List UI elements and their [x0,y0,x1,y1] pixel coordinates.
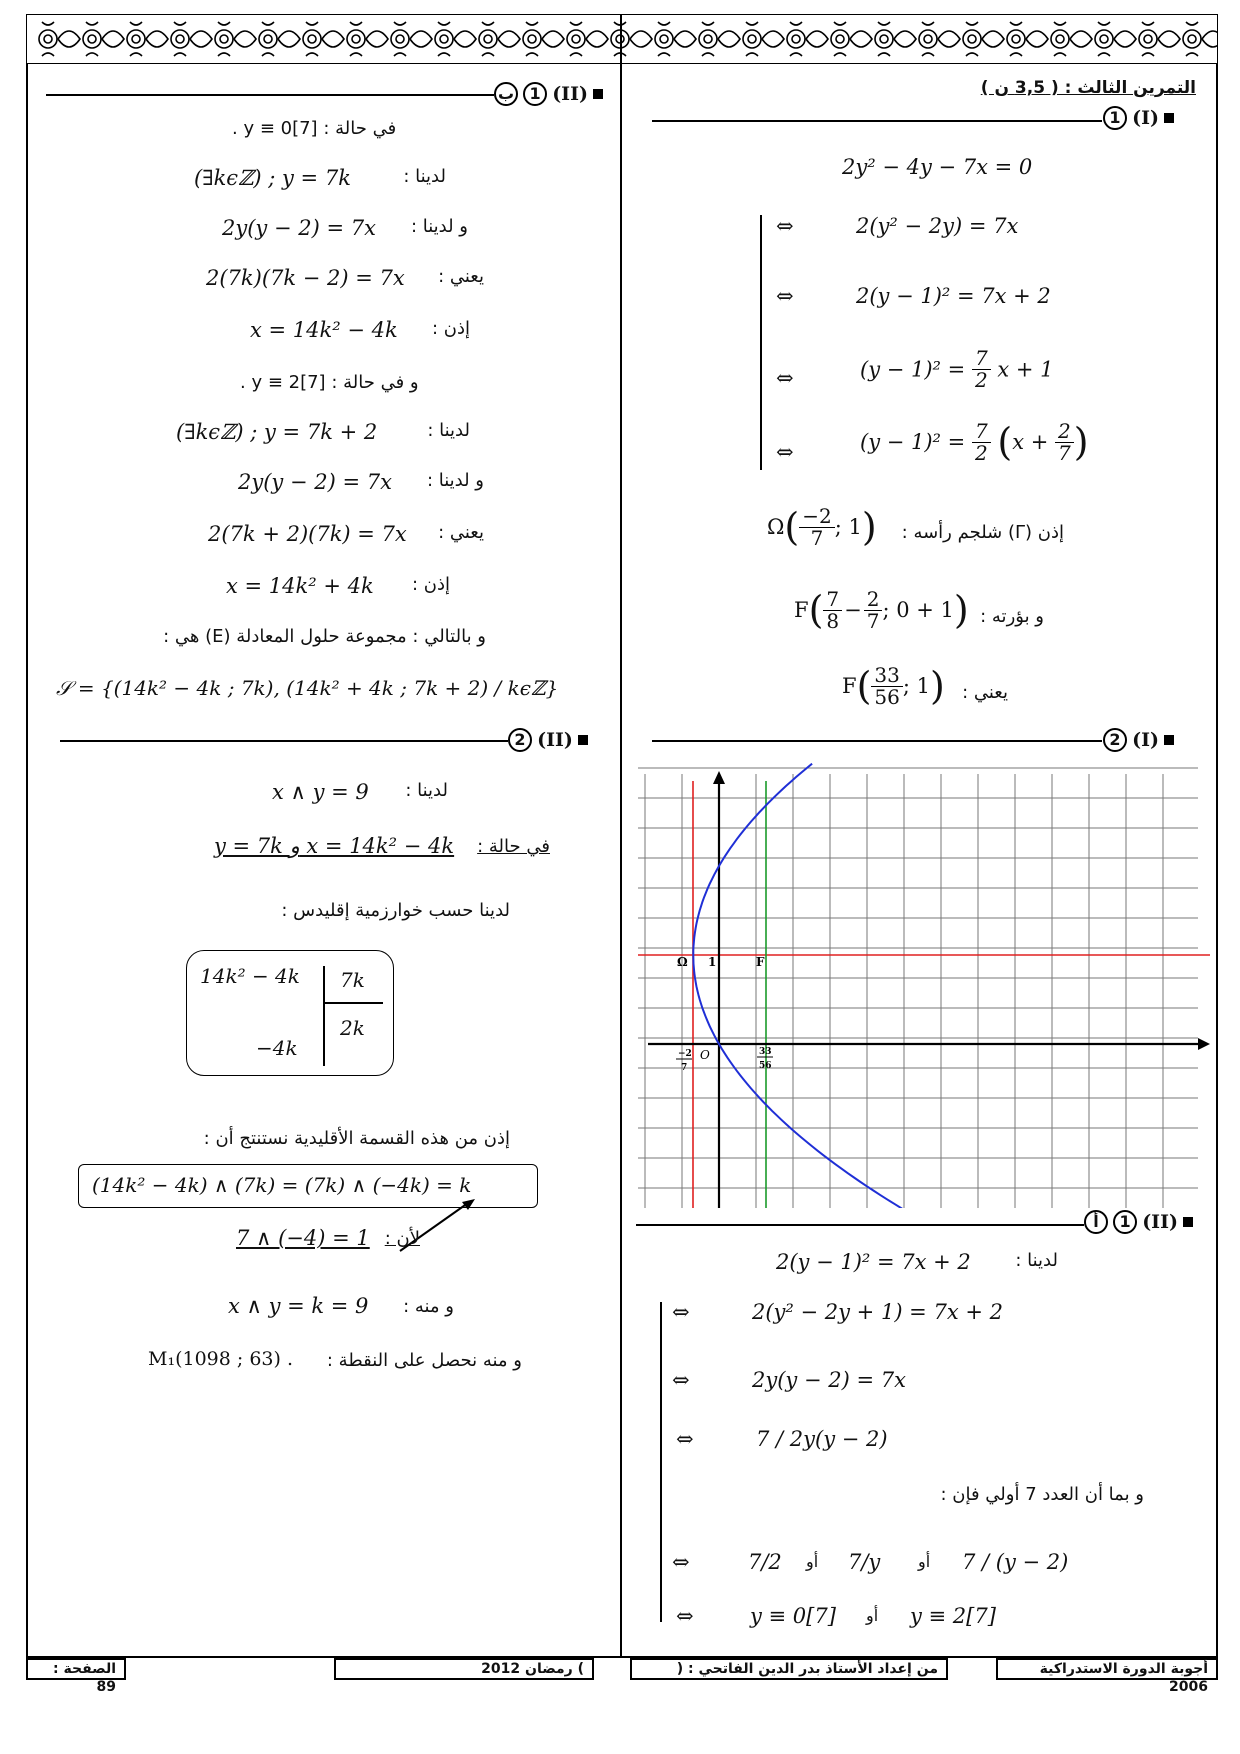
x-axis-arrow-icon [1198,1038,1210,1050]
equation: 2(y² − 2y) = 7x [856,214,1019,238]
equation: x = 14k² + 4k [226,574,374,598]
idhan-text: إذن : [411,574,450,595]
gcd-equation: (14k² − 4k) ∧ (7k) = (7k) ∧ (−4k) = k [92,1173,472,1197]
section-header-II1b: ب 1 (II) [494,82,603,106]
dividend: 14k² − 4k [200,964,300,988]
ladayna-text: و لدينا : [410,216,468,237]
section-rule [636,1224,1084,1226]
yani-text: يعني : [962,682,1008,703]
footer-answers: أجوبة الدورة الاستدراكية 2006 [996,1658,1218,1680]
division-vertical-rule [323,966,325,1066]
ladayna-text: لدينا : [405,780,448,801]
equation: y ≡ 2[7] [910,1604,996,1628]
equiv-icon: ⇔ [672,1550,690,1574]
footer-ramadan: ) رمضان 2012 [334,1658,594,1680]
equation: 2y(y − 2) = 7x [752,1368,906,1392]
wa-minhu-text: و منه : [403,1296,454,1317]
point-text: و منه نحصل على النقطة : [326,1350,522,1371]
equation: x = 14k² − 4k [250,318,398,342]
equation: 7 / (y − 2) [962,1550,1069,1574]
equation: x ∧ y = 9 [272,780,369,804]
equiv-icon: ⇔ [776,440,794,464]
equation: 7 / 2y(y − 2) [756,1427,888,1451]
decorative-border [26,14,1218,64]
section-rule [652,120,1102,122]
equation: 2(7k)(7k − 2) = 7x [206,266,405,290]
equivalence-bracket [660,1302,662,1622]
equiv-icon: ⇔ [776,284,794,308]
parabola-curve [693,764,1210,1208]
divisor: 7k [340,968,365,992]
equation: 2y(y − 2) = 7x [222,216,376,240]
because-equation: 7 ∧ (−4) = 1 [236,1226,370,1250]
bullet-square-icon [578,735,588,745]
euclid-text: لدينا حسب خوارزمية إقليدس : [281,900,510,921]
fraction: $\frac{7}{2}$ [972,348,991,391]
equation: (y − 1)² = $\frac{7}{2}$ (x + $\frac{2}{7}$ ) [860,418,1089,465]
ladayna-text: و لدينا : [426,470,484,491]
equation: 2y(y − 2) = 7x [238,470,392,494]
focus-simplified: F( $\frac{33}{56}$ ; 1) [842,662,945,709]
ladayna-text: لدينا : [1015,1250,1058,1271]
idhan-text: إذن : [431,318,470,339]
section-header-II2: 2 (II) [508,728,588,752]
fraction: $\frac{7}{2}$ [972,421,991,464]
equiv-icon: ⇔ [776,214,794,238]
section-part: (I) [1132,107,1159,129]
section-header-I1 [1103,106,1174,130]
equation: 2y² − 4y − 7x = 0 [842,155,1033,179]
remainder: −4k [256,1036,298,1060]
conclude-text: إذن من هذه القسمة الأقليدية نستنتج أن : [203,1128,510,1149]
footer-author: من إعداد الأستاذ بدر الدين الفاتحي : ( [630,1658,948,1680]
y-axis-arrow-icon [713,771,725,784]
pos-frac-den: 56 [759,1061,772,1071]
equiv-icon: ⇔ [776,366,794,390]
or-text: أو [806,1552,819,1571]
column-divider [620,14,622,1658]
case-equation: y = 7k و x = 14k² − 4k [214,834,455,858]
yani-text: يعني : [438,522,484,543]
equation: 7/2 [748,1550,782,1574]
section-rule [60,740,508,742]
equivalence-bracket [760,215,762,470]
equation: 2(7k + 2)(7k) = 7x [208,522,407,546]
footer-page: الصفحة : 89 [26,1658,126,1680]
bullet-square-icon [1164,113,1174,123]
ladayna-text: لدينا : [427,420,470,441]
because-text: لأن : [384,1228,420,1249]
section-header-I2: 2 (I) [1103,728,1174,752]
equiv-icon: ⇔ [676,1604,694,1628]
origin-label: O [700,1048,710,1062]
exercise-title: التمرين الثالث : ( 3,5 ن ) [980,78,1196,98]
focus-text: و بؤرته : [980,606,1044,627]
or-text: أو [918,1552,931,1571]
point-coords: M₁(1098 ; 63) . [148,1348,293,1370]
bullet-square-icon [1183,1217,1193,1227]
quotient: 2k [340,1016,365,1040]
f-label: F [756,955,765,969]
section-rule [46,94,494,96]
vertex-coords: Ω( $\frac{-2}{7}$ ; 1) [767,503,877,550]
eq-left: (y − 1)² = [860,357,966,382]
solution-set: 𝒮 = {(14k² − 4k ; 7k), (14k² + 4k ; 7k + 2) / kϵℤ} [56,676,559,700]
focus-coords: F( $\frac{7}{8}$ − $\frac{2}{7}$ ; 0 + 1) [794,586,969,633]
vertex-text: إذن (Γ) شلجم رأسه : [901,522,1064,543]
or-text: أو [866,1606,879,1625]
yani-text: يعني : [438,266,484,287]
neg-frac-num: −2 [678,1049,692,1059]
equation: 2(y² − 2y + 1) = 7x + 2 [752,1300,1003,1324]
fraction: $\frac{2}{7}$ [1055,421,1074,464]
neg-frac-den: 7 [681,1063,688,1073]
case-text: في حالة : [477,836,550,857]
division-horizontal-rule [323,1002,383,1004]
equation: 2(y − 1)² = 7x + 2 [856,284,1051,308]
equation: x ∧ y = k = 9 [228,1294,369,1318]
equiv-icon: ⇔ [676,1427,694,1451]
prime-text: و بما أن العدد 7 أولي فإن : [940,1484,1144,1505]
equation [860,348,1054,391]
equiv-icon: ⇔ [672,1368,690,1392]
equation: 7/y [848,1550,881,1574]
case-text: في حالة : y ≡ 0[7] . [232,118,397,139]
equation: 2(y − 1)² = 7x + 2 [776,1250,971,1274]
bullet-square-icon [593,89,603,99]
omega-label: Ω [677,955,688,969]
bullet-square-icon [1164,735,1174,745]
equation: y ≡ 0[7] [750,1604,836,1628]
one-label: 1 [708,955,717,969]
section-rule [652,740,1102,742]
parabola-graph [638,758,1210,1208]
section-number: 1 [1103,106,1127,130]
pos-frac-num: 33 [759,1047,772,1057]
solution-text: و بالتالي : مجموعة حلول المعادلة (E) هي : [163,626,486,647]
eq-right: x + 1 [997,357,1054,382]
section-header-II1a: أ 1 (II) [1084,1210,1193,1234]
equation: (∃kϵℤ) ; y = 7k [194,166,351,190]
equiv-icon: ⇔ [672,1300,690,1324]
equation: (∃kϵℤ) ; y = 7k + 2 [176,420,378,444]
ladayna-text: لدينا : [403,166,446,187]
case-text: و في حالة : y ≡ 2[7] . [240,372,419,393]
